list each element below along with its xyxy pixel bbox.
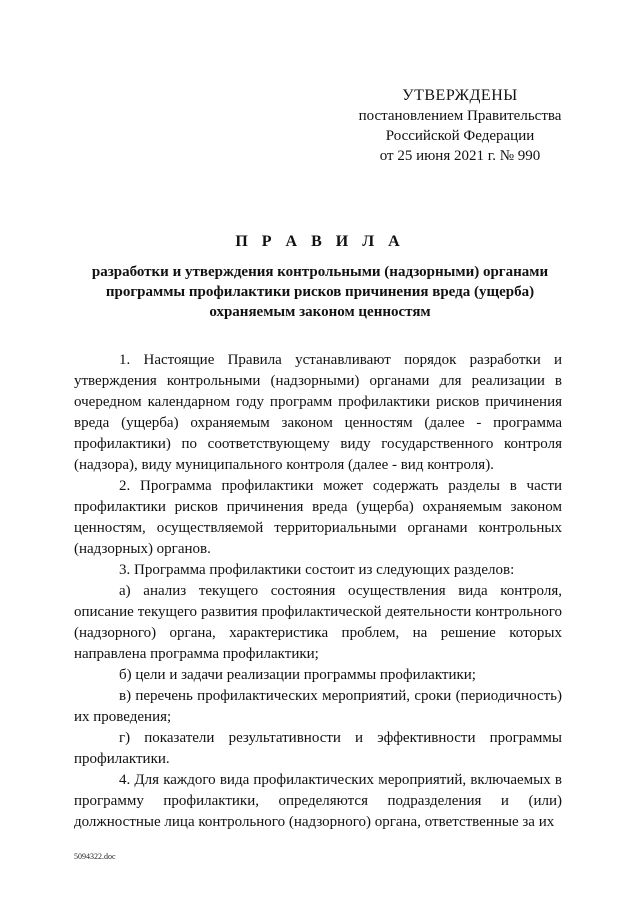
paragraph-1: 1. Настоящие Правила устанавливают порядок разработки и утверждения контрольными (надзорными) органами для реализации в очередном календарном году программ профилактики рисков причинения вреда (ущерба) охраняемым законом ценностям (далее - программа профилактики) по соответствующему виду государственного контроля (надзора), виду муниципального контроля (далее - вид контроля).	[74, 352, 562, 473]
paragraph-4: 4. Для каждого вида профилактических мероприятий, включаемых в программу профилактики, определяются подразделения и (или) должностные лица контрольного (надзорного) органа, ответственные за их	[74, 772, 562, 830]
paragraph-3b: б) цели и задачи реализации программы профилактики;	[119, 667, 476, 683]
paragraph-3: 3. Программа профилактики состоит из следующих разделов:	[119, 562, 515, 578]
document-subtitle: разработки и утверждения контрольными (надзорными) органами программы профилактики рисков причинения вреда (ущерба) охраняемым законом ценностям	[91, 264, 549, 320]
approval-block	[340, 86, 580, 166]
document-title: П Р А В И Л А	[235, 233, 405, 250]
approval-line-3: от 25 июня 2021 г. № 990	[379, 148, 541, 164]
approval-line-1: постановлением Правительства	[358, 108, 562, 124]
file-code: 5094322.doc	[74, 852, 116, 861]
approval-line-2: Российской Федерации	[385, 128, 535, 144]
paragraph-3c: в) перечень профилактических мероприятий, сроки (периодичность) их проведения;	[74, 688, 562, 725]
paragraph-2: 2. Программа профилактики может содержать разделы в части профилактики рисков причинения вреда (ущерба) охраняемым законом ценностям, осуществляемой территориальными органами контрольных (надзорных) органов.	[74, 478, 562, 557]
paragraph-3a: а) анализ текущего состояния осуществления вида контроля, описание текущего развития профилактической деятельности контрольного (надзорного) органа, характеристика проблем, на решение которых направлена программа профилактики;	[74, 583, 562, 662]
document-body	[74, 350, 562, 833]
paragraph-3d: г) показатели результативности и эффективности программы профилактики.	[74, 730, 562, 767]
approval-heading: УТВЕРЖДЕНЫ	[402, 87, 518, 104]
